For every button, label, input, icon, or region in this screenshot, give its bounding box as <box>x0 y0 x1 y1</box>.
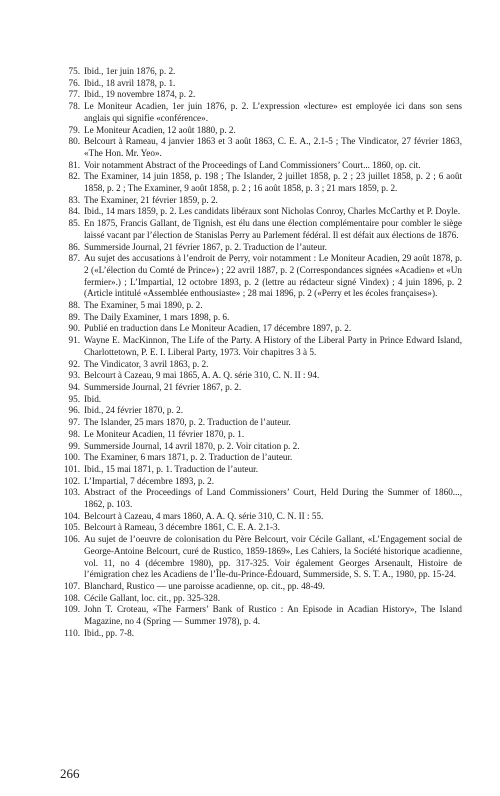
footnotes-list <box>60 66 462 639</box>
footnote-item <box>60 429 462 441</box>
footnote-text: Le Moniteur Acadien, 1er juin 1876, p. 2. L’expression «lecture» est employée ici dans son sens anglais qui signifie «conférence». <box>84 101 462 123</box>
footnote-item <box>60 312 462 324</box>
footnote-number: 104. <box>63 510 80 521</box>
footnote-text: En 1875, Francis Gallant, de Tignish, est élu dans une élection complémentaire pour combler le siège laissé vacant par l’élection de Stanislas Perry au Parlement fédéral. Il est défait aux élections de 1876. <box>84 218 462 240</box>
footnote-number: 108. <box>63 592 80 603</box>
footnote-item <box>60 335 462 358</box>
footnote-number: 103. <box>63 487 80 498</box>
footnote-number: 99. <box>68 440 80 451</box>
footnote-number: 96. <box>68 405 80 416</box>
footnote-item <box>60 581 462 593</box>
footnote-item <box>60 242 462 254</box>
footnote-item <box>60 89 462 101</box>
footnote-text: Belcourt à Rameau, 4 janvier 1863 et 3 août 1863, C. E. A., 2.1-5 ; The Vindicator, 27 février 1863, «The Hon. Mr. Yeo». <box>84 136 462 158</box>
footnote-number: 87. <box>68 253 80 264</box>
footnote-number: 102. <box>63 475 80 486</box>
footnote-text: John T. Croteau, «The Farmers’ Bank of Rustico : An Episode in Acadian History», The Island Magazine, no 4 (Spring — Summer 1978), p. 4. <box>84 604 462 627</box>
footnote-text: Voir notamment Abstract of the Proceedings of Land Commissioners’ Court... 1860, op. cit. <box>84 159 421 170</box>
footnote-item <box>60 534 462 581</box>
footnote-item <box>60 136 462 159</box>
footnote-number: 76. <box>68 77 80 88</box>
footnote-item <box>60 101 462 124</box>
footnote-item <box>60 300 462 312</box>
footnote-number: 86. <box>68 241 80 252</box>
footnote-item <box>60 359 462 371</box>
footnote-item <box>60 78 462 90</box>
footnote-number: 106. <box>63 534 80 545</box>
footnote-item <box>60 604 462 627</box>
page-number: 266 <box>60 766 80 781</box>
footnote-text: Belcourt à Cazeau, 9 mai 1865, A. A. Q. série 310, C. N. II : 94. <box>84 370 320 381</box>
footnote-text: Belcourt à Cazeau, 4 mars 1860, A. A. Q. série 310, C. N. II : 55. <box>84 510 324 521</box>
footnote-item <box>60 487 462 510</box>
footnote-item <box>60 628 462 640</box>
footnote-text: The Examiner, 6 mars 1871, p. 2. Traduction de l’auteur. <box>84 452 293 463</box>
footnote-number: 100. <box>63 452 80 463</box>
footnote-number: 83. <box>68 194 80 205</box>
footnote-text: Summerside Journal, 21 février 1867, p. 2. Traduction de l’auteur. <box>84 241 327 252</box>
footnote-item <box>60 405 462 417</box>
footnote-number: 80. <box>68 136 80 147</box>
footnote-number: 81. <box>68 159 80 170</box>
footnote-number: 91. <box>68 335 80 346</box>
footnote-text: The Examiner, 21 février 1859, p. 2. <box>84 194 218 205</box>
footnote-text: Ibid., 15 mai 1871, p. 1. Traduction de l’auteur. <box>84 463 259 474</box>
footnote-number: 85. <box>68 218 80 229</box>
footnote-item <box>60 417 462 429</box>
footnote-item <box>60 452 462 464</box>
footnote-number: 109. <box>63 604 80 615</box>
footnote-item <box>60 66 462 78</box>
footnote-number: 101. <box>63 463 80 474</box>
footnote-item <box>60 323 462 335</box>
footnote-number: 95. <box>68 393 80 404</box>
footnote-text: Belcourt à Rameau, 3 décembre 1861, C. E. A. 2.1-3. <box>84 522 280 533</box>
footnote-text: Ibid., pp. 7-8. <box>84 627 135 638</box>
footnote-text: Au sujet de l’oeuvre de colonisation du Père Belcourt, voir Cécile Gallant, «L’Engagement social de George-Antoine Belcourt, curé de Rustico, 1859-1869», Les Cahiers, la Société historique acadienne, vol. 11, no 4 (décembre 1980), pp. 317-325. Voir également Georges Arsenault, Histoire de l’émigration chez les Acadiens de l’Île-du-Prince-Édouard, Summerside, S. S. T. A., 1980, pp. 15-24. <box>84 534 462 580</box>
footnote-number: 88. <box>68 300 80 311</box>
footnote-item <box>60 160 462 172</box>
footnote-item <box>60 195 462 207</box>
footnote-number: 98. <box>68 428 80 439</box>
footnote-number: 82. <box>68 171 80 182</box>
footnote-text: Ibid., 18 avril 1878, p. 1. <box>84 77 176 88</box>
footnote-text: Wayne E. MacKinnon, The Life of the Party. A History of the Liberal Party in Prince Edward Island, Charlottetown, P. E. I. Liberal Party, 1973. Voir chapitres 3 à 5. <box>84 335 462 357</box>
footnote-number: 84. <box>68 206 80 217</box>
footnote-text: Abstract of the Proceedings of Land Commissioners’ Court, Held During the Summer of 1860..., 1862, p. 103. <box>84 487 462 510</box>
footnote-text: Ibid., 19 novembre 1874, p. 2. <box>84 89 196 100</box>
footnote-item <box>60 171 462 194</box>
footnote-item <box>60 370 462 382</box>
footnote-text: Summerside Journal, 21 février 1867, p. 2. <box>84 381 242 392</box>
footnote-text: Ibid., 14 mars 1859, p. 2. Les candidats libéraux sont Nicholas Conroy, Charles McCarthy et P. Doyle. <box>84 206 461 217</box>
footnote-text: The Examiner, 14 juin 1858, p. 198 ; The Islander, 2 juillet 1858, p. 2 ; 23 juillet 1858, p. 2 ; 6 août 1858, p. 2 ; The Examiner, 9 août 1858, p. 2 ; 16 août 1858, p. 3 ; 21 mars 1859, p. 2. <box>84 171 462 194</box>
footnote-text: L’Impartial, 7 décembre 1893, p. 2. <box>84 475 215 486</box>
footnote-number: 77. <box>68 89 80 100</box>
footnote-text: Summerside Journal, 14 avril 1870, p. 2. Voir citation p. 2. <box>84 440 300 451</box>
footnote-text: The Daily Examiner, 1 mars 1898, p. 6. <box>84 311 230 322</box>
footnote-item <box>60 382 462 394</box>
footnote-text: The Vindicator, 3 avril 1863, p. 2. <box>84 358 209 369</box>
footnote-text: Publié en traduction dans Le Moniteur Acadien, 17 décembre 1897, p. 2. <box>84 323 352 334</box>
footnote-number: 78. <box>68 101 80 112</box>
footnote-number: 79. <box>68 124 80 135</box>
footnote-item <box>60 441 462 453</box>
footnote-text: The Examiner, 5 mai 1890, p. 2. <box>84 300 203 311</box>
footnote-text: Blanchard, Rustico — une paroisse acadienne, op. cit., pp. 48-49. <box>84 580 325 591</box>
footnote-text: Ibid. <box>84 393 102 404</box>
footnote-item <box>60 253 462 300</box>
footnote-number: 92. <box>68 358 80 369</box>
footnote-item <box>60 218 462 241</box>
footnote-number: 94. <box>68 381 80 392</box>
footnote-text: Ibid., 1er juin 1876, p. 2. <box>84 66 176 76</box>
footnote-item <box>60 394 462 406</box>
footnote-item <box>60 125 462 137</box>
footnote-number: 93. <box>68 370 80 381</box>
footnote-item <box>60 522 462 534</box>
footnote-text: Le Moniteur Acadien, 11 février 1870, p. 1. <box>84 428 245 439</box>
footnote-number: 107. <box>63 580 80 591</box>
footnote-text: Cécile Gallant, loc. cit., pp. 325-328. <box>84 592 220 603</box>
footnote-number: 110. <box>64 627 80 638</box>
footnote-item <box>60 464 462 476</box>
footnote-item <box>60 206 462 218</box>
footnote-text: Au sujet des accusations à l’endroit de Perry, voir notamment : Le Moniteur Acadien, 29 août 1878, p. 2 («L’élection du Comté de Prince») ; 22 avril 1887, p. 2 (Correspondances signées «Acadien» et «Un fermier».) ; L’Impartial, 12 octobre 1893, p. 2 (lettre au rédacteur signé Vindex) ; 4 juin 1896, p. 2 (Article intitulé «Assemblée enthousiaste» ; 28 mai 1896, p. 2 («Perry et les écoles françaises»). <box>84 253 462 299</box>
footnote-item <box>60 593 462 605</box>
footnote-number: 90. <box>68 323 80 334</box>
footnote-text: The Islander, 25 mars 1870, p. 2. Traduction de l’auteur. <box>84 417 291 428</box>
footnote-number: 75. <box>68 66 80 76</box>
footnote-text: Ibid., 24 février 1870, p. 2. <box>84 405 183 416</box>
footnote-item <box>60 511 462 523</box>
footnote-item <box>60 476 462 488</box>
footnote-number: 97. <box>68 417 80 428</box>
footnote-text: Le Moniteur Acadien, 12 août 1880, p. 2. <box>84 124 236 135</box>
footnote-number: 89. <box>68 311 80 322</box>
footnote-number: 105. <box>63 522 80 533</box>
